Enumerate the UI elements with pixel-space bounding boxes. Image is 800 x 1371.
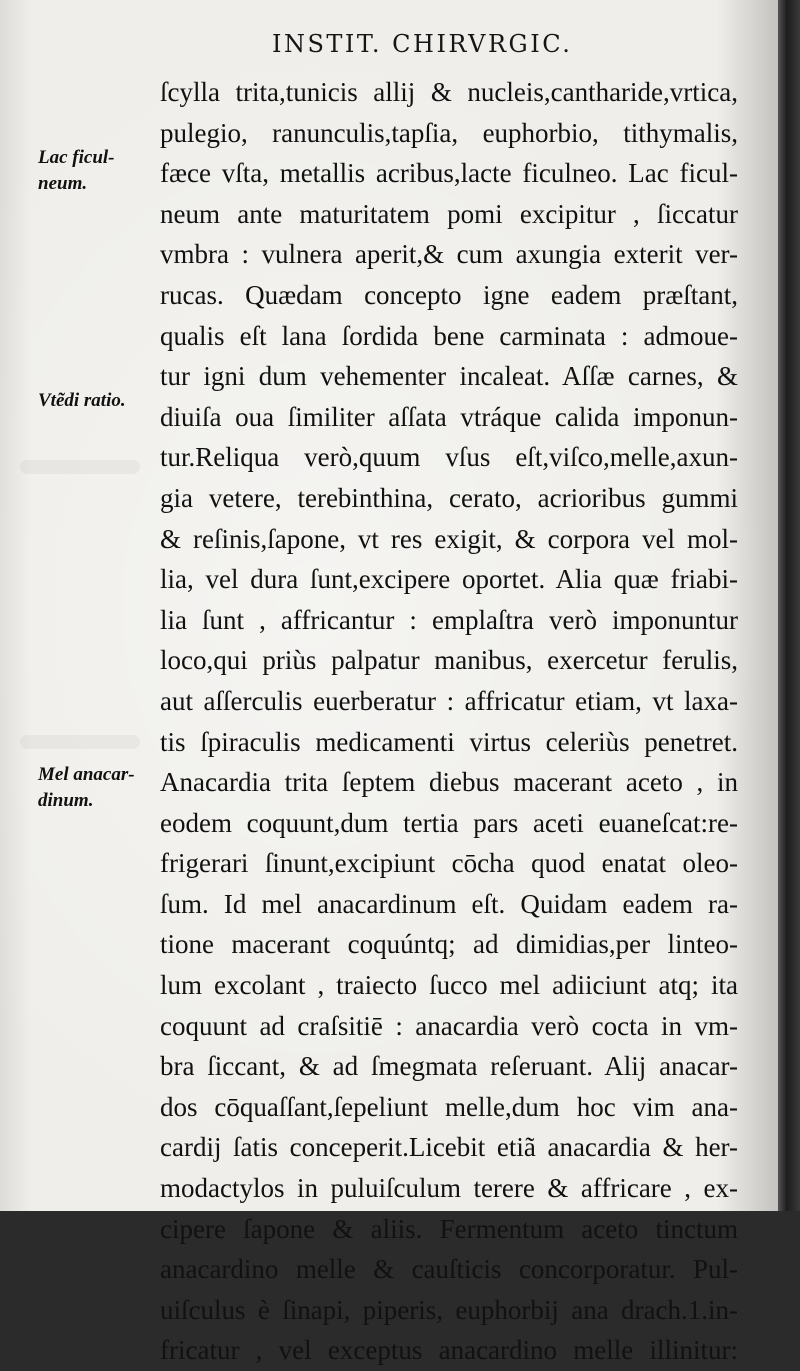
bleed-through-mark [20, 460, 140, 474]
text-line: cipere ſapone & aliis. Fermentum aceto tinctum [160, 1213, 738, 1244]
text-line: modactylos in puluiſculum terere & affricare , ex- [160, 1173, 738, 1204]
text-line: lia, vel dura ſunt,excipere oportet. Alia quæ friabi- [160, 564, 738, 595]
margin-note-line: Vtẽdi ratio. [38, 390, 126, 411]
text-line: & reſinis,ſapone, vt res exigit, & corpora vel mol- [160, 523, 738, 554]
text-line: loco,qui priùs palpatur manibus, exercetur ferulis, [160, 645, 738, 676]
margin-note-mel-anacardinum [38, 762, 156, 814]
margin-note-vtendi-ratio [38, 388, 156, 414]
margin-note-line: Mel anacar- [38, 764, 135, 785]
text-line: ſcylla trita,tunicis allij & nucleis,cantharide,vrtica, [160, 77, 738, 107]
text-line: Anacardia trita ſeptem diebus macerant aceto , in [160, 767, 738, 798]
text-line: tis ſpiraculis medicamenti virtus celeriùs penetret. [160, 726, 738, 757]
text-line: uiſculus è ſinapi, piperis, euphorbij ana drach.1.in- [160, 1294, 738, 1325]
text-line: fricatur , vel exceptus anacardino melle illinitur: [160, 1335, 738, 1366]
text-line: bra ſiccant, & ad ſmegmata reſeruant. Alij anacar- [160, 1051, 738, 1082]
text-line: anacardino melle & cauſticis concorporatur. Pul- [160, 1254, 738, 1285]
bleed-through-mark [20, 735, 140, 749]
text-line: lum excolant , traiecto ſucco mel adiiciunt atq; ita [160, 970, 738, 1001]
text-line: diuiſa oua ſimiliter aſſata vtráque calida imponun- [160, 401, 738, 432]
text-line: eodem coquunt,dum tertia pars aceti euaneſcat:re- [160, 807, 738, 838]
running-head: INSTIT. CHIRVRGIC. [272, 30, 573, 58]
margin-note-lac-ficulneum [38, 145, 156, 197]
text-line: coquunt ad craſsitiē : anacardia verò cocta in vm- [160, 1010, 738, 1041]
margin-note-line: neum. [38, 173, 88, 194]
text-line: vmbra : vulnera aperit,& cum axungia exterit ver- [160, 239, 738, 270]
margin-note-line: Lac ficul- [38, 147, 115, 168]
text-line: tur.Reliqua verò,quum vſus eſt,viſco,melle,axun- [160, 442, 738, 473]
text-line: tione macerant coquúntq; ad dimidias,per linteo- [160, 929, 738, 960]
text-line: ſum. Id mel anacardinum eſt. Quidam eadem ra- [160, 888, 738, 919]
text-line: gia vetere, terebinthina, cerato, acrioribus gummi [160, 482, 738, 513]
text-line: pulegio, ranunculis,tapſia, euphorbio, tithymalis, [160, 117, 738, 148]
text-line: neum ante maturitatem pomi excipitur , ſiccatur [160, 198, 738, 229]
margin-note-line: dinum. [38, 790, 94, 811]
text-line: qualis eſt lana ſordida bene carminata : admoue- [160, 320, 738, 351]
text-line: frigerari ſinunt,excipiunt cōcha quod enatat oleo- [160, 848, 738, 879]
page-edge-shadow [778, 0, 800, 1211]
text-line: tur igni dum vehementer incaleat. Aſſæ carnes, & [160, 361, 738, 392]
text-line: fæce vſta, metallis acribus,lacte ficulneo. Lac ficul- [160, 158, 738, 189]
text-line: lia ſunt , affricantur : emplaſtra verò imponuntur [160, 604, 738, 635]
text-line: aut aſſerculis euerberatur : affricatur etiam, vt laxa- [160, 685, 738, 716]
text-line: rucas. Quædam concepto igne eadem præſtant, [160, 279, 738, 310]
body-text [160, 72, 738, 1371]
text-line: cardij ſatis conceperit.Licebit etiã anacardia & her- [160, 1132, 738, 1163]
text-line: dos cōquaſſant,ſepeliunt melle,dum hoc vim ana- [160, 1091, 738, 1122]
